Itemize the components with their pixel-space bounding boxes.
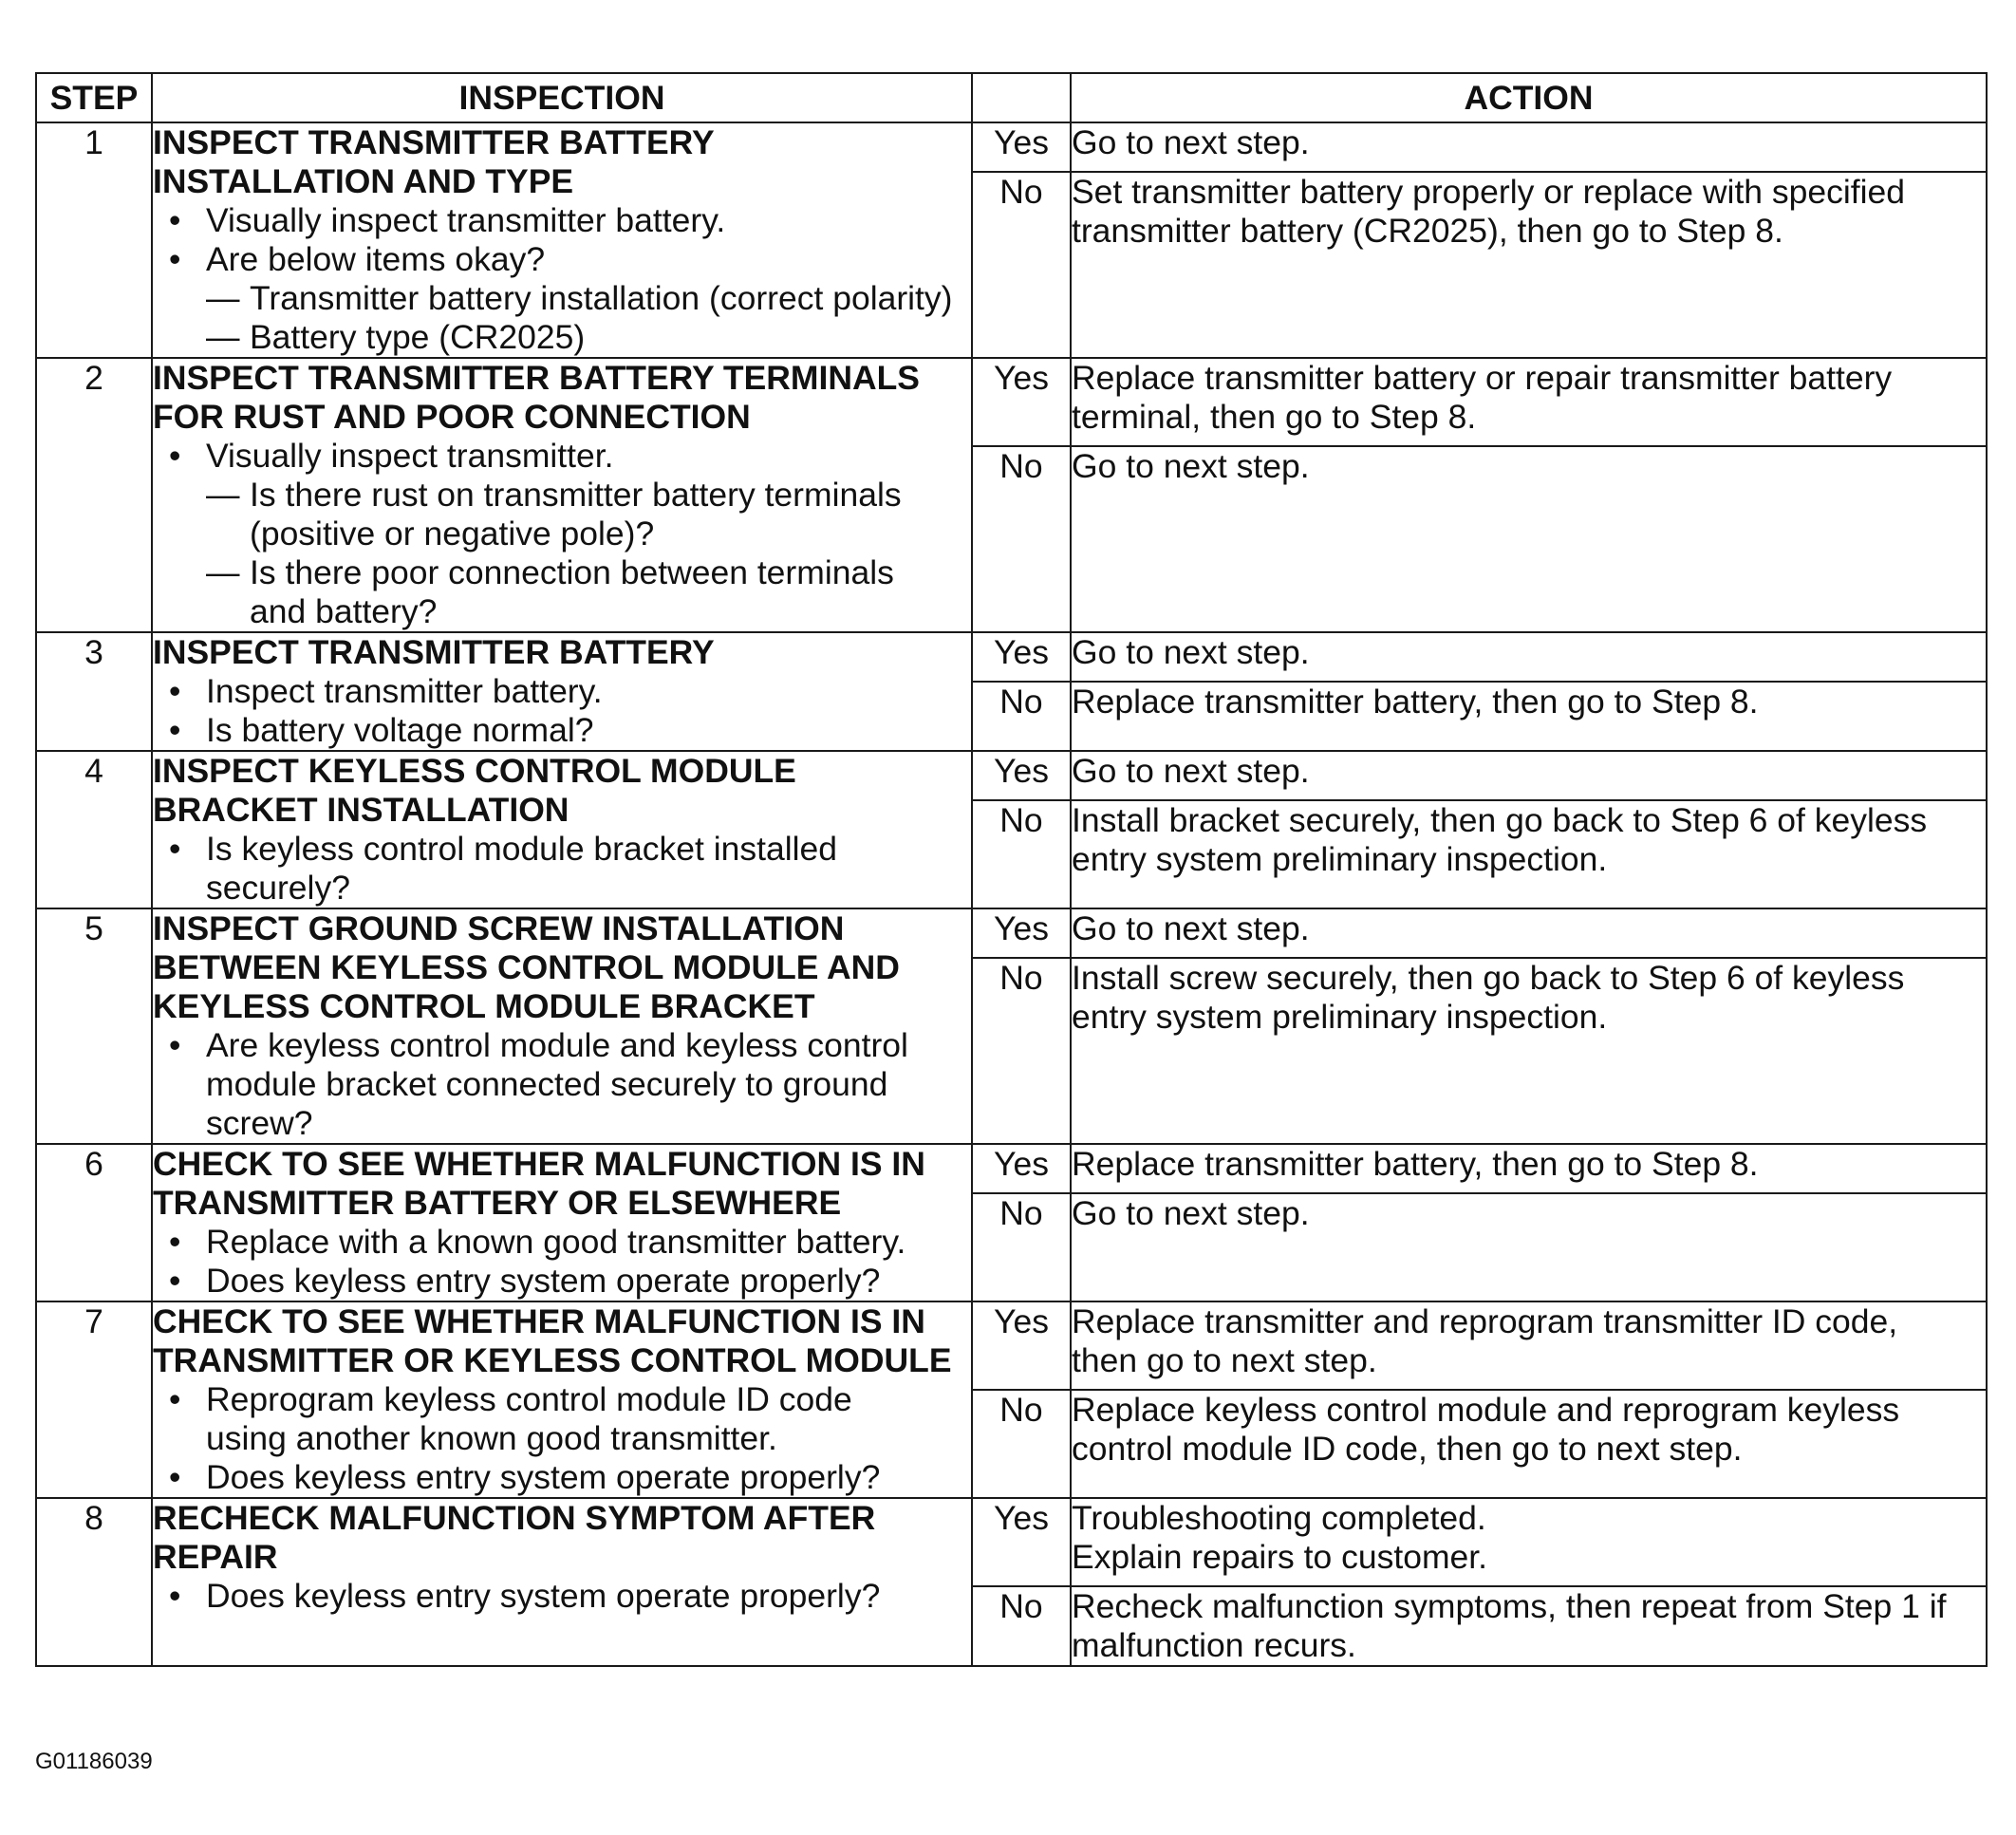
inspection-subitem (153, 318, 971, 357)
action-yes-text: Go to next step. (1072, 633, 1310, 671)
inspection-title: RECHECK MALFUNCTION SYMPTOM AFTER REPAIR (153, 1499, 876, 1576)
inspection-cell (152, 632, 972, 751)
dash-glyph: — (206, 553, 240, 591)
header-row (36, 73, 1987, 122)
action-yes-text: Go to next step. (1072, 752, 1310, 790)
action-no (1071, 1390, 1987, 1498)
action-yes-text: Troubleshooting completed. Explain repairs to customer. (1072, 1499, 1488, 1576)
inspection-subitem-text: Transmitter battery installation (correct polarity) (250, 279, 953, 317)
action-no-text: Install screw securely, then go back to Step 6 of keyless entry system preliminary inspection. (1072, 959, 1905, 1036)
inspection-bullet: • Does keyless entry system operate properly? (153, 1577, 971, 1616)
header-step: STEP (36, 73, 152, 122)
action-no-text: Recheck malfunction symptoms, then repeat from Step 1 if malfunction recurs. (1072, 1587, 1947, 1664)
inspection-bullet: • Is keyless control module bracket installed securely? (153, 830, 971, 908)
inspection-cell (152, 122, 972, 358)
dash-glyph: — (206, 318, 240, 356)
step-number: 7 (36, 1301, 152, 1498)
inspection-cell (152, 1144, 972, 1301)
inspection-subitem (153, 476, 971, 553)
inspection-bullet: • Are below items okay? (153, 240, 971, 279)
inspection-bullet: • Reprogram keyless control module ID code using another known good transmitter. (153, 1380, 971, 1458)
action-yes (1071, 1498, 1987, 1586)
header-action: ACTION (1071, 73, 1987, 122)
step-number: 4 (36, 751, 152, 908)
inspection-bullet: • Is battery voltage normal? (153, 711, 971, 750)
inspection-title: INSPECT TRANSMITTER BATTERY INSTALLATION AND TYPE (153, 123, 715, 200)
action-no (1071, 172, 1987, 358)
answer-no: No (972, 1586, 1071, 1666)
inspection-title: INSPECT KEYLESS CONTROL MODULE BRACKET INSTALLATION (153, 752, 796, 829)
answer-yes: Yes (972, 908, 1071, 958)
table-body (36, 122, 1987, 1666)
table-row (36, 1301, 1987, 1390)
action-yes (1071, 122, 1987, 172)
troubleshooting-table (35, 72, 1988, 1667)
action-no-text: Set transmitter battery properly or replace with specified transmitter battery (CR2025), then go to Step 8. (1072, 173, 1906, 250)
inspection-subitem-text: Is there rust on transmitter battery terminals (positive or negative pole)? (250, 476, 902, 552)
action-yes (1071, 358, 1987, 446)
inspection-bullet: • Visually inspect transmitter battery. (153, 201, 971, 240)
inspection-subitem (153, 279, 971, 318)
answer-no: No (972, 958, 1071, 1144)
table-row (36, 751, 1987, 800)
answer-no: No (972, 172, 1071, 358)
inspection-title: INSPECT TRANSMITTER BATTERY TERMINALS FOR RUST AND POOR CONNECTION (153, 359, 920, 436)
figure-id: G01186039 (35, 1749, 153, 1774)
table-row (36, 632, 1987, 682)
answer-yes: Yes (972, 358, 1071, 446)
answer-no: No (972, 446, 1071, 632)
inspection-cell (152, 751, 972, 908)
inspection-title: INSPECT TRANSMITTER BATTERY (153, 633, 715, 671)
table-row (36, 358, 1987, 446)
action-no-text: Install bracket securely, then go back to Step 6 of keyless entry system preliminary inspection. (1072, 801, 1928, 878)
step-number: 1 (36, 122, 152, 358)
answer-yes: Yes (972, 122, 1071, 172)
dash-glyph: — (206, 279, 240, 317)
inspection-subitem-text: Battery type (CR2025) (250, 318, 586, 356)
action-yes-text: Go to next step. (1072, 909, 1310, 947)
action-no-text: Replace keyless control module and reprogram keyless control module ID code, then go to next step. (1072, 1391, 1900, 1468)
inspection-subitem-text: Is there poor connection between terminals and battery? (250, 553, 894, 630)
action-no (1071, 1193, 1987, 1301)
action-yes (1071, 1144, 1987, 1193)
inspection-title: CHECK TO SEE WHETHER MALFUNCTION IS IN TRANSMITTER BATTERY OR ELSEWHERE (153, 1145, 925, 1222)
header-answer (972, 73, 1071, 122)
inspection-cell (152, 1301, 972, 1498)
action-no (1071, 446, 1987, 632)
step-number: 5 (36, 908, 152, 1144)
answer-yes: Yes (972, 1144, 1071, 1193)
header-inspection: INSPECTION (152, 73, 972, 122)
action-no (1071, 800, 1987, 908)
table-row (36, 122, 1987, 172)
action-no-text: Go to next step. (1072, 1194, 1310, 1232)
inspection-subitem (153, 553, 971, 631)
table-row (36, 1498, 1987, 1586)
dash-glyph: — (206, 476, 240, 514)
inspection-bullet: • Replace with a known good transmitter battery. (153, 1223, 971, 1262)
answer-no: No (972, 1390, 1071, 1498)
inspection-bullet: • Does keyless entry system operate properly? (153, 1458, 971, 1497)
action-no-text: Replace transmitter battery, then go to Step 8. (1072, 683, 1759, 721)
action-no (1071, 682, 1987, 751)
answer-no: No (972, 682, 1071, 751)
step-number: 8 (36, 1498, 152, 1666)
answer-yes: Yes (972, 632, 1071, 682)
action-yes (1071, 632, 1987, 682)
action-yes-text: Replace transmitter battery or repair transmitter battery terminal, then go to Step 8. (1072, 359, 1893, 436)
inspection-cell (152, 1498, 972, 1666)
action-yes-text: Go to next step. (1072, 123, 1310, 161)
step-number: 2 (36, 358, 152, 632)
action-yes (1071, 751, 1987, 800)
inspection-bullet: • Does keyless entry system operate properly? (153, 1262, 971, 1301)
inspection-cell (152, 358, 972, 632)
action-yes (1071, 908, 1987, 958)
inspection-bullet: • Are keyless control module and keyless control module bracket connected securely to ground screw? (153, 1026, 971, 1143)
action-no (1071, 958, 1987, 1144)
step-number: 6 (36, 1144, 152, 1301)
inspection-title: INSPECT GROUND SCREW INSTALLATION BETWEEN KEYLESS CONTROL MODULE AND KEYLESS CONTROL MODULE BRACKET (153, 909, 900, 1025)
answer-no: No (972, 1193, 1071, 1301)
step-number: 3 (36, 632, 152, 751)
table-row (36, 1144, 1987, 1193)
answer-yes: Yes (972, 1301, 1071, 1390)
inspection-cell (152, 908, 972, 1144)
action-yes-text: Replace transmitter battery, then go to Step 8. (1072, 1145, 1759, 1183)
answer-yes: Yes (972, 1498, 1071, 1586)
inspection-bullet: • Visually inspect transmitter. (153, 437, 971, 476)
action-no (1071, 1586, 1987, 1666)
action-yes-text: Replace transmitter and reprogram transmitter ID code, then go to next step. (1072, 1302, 1898, 1379)
inspection-title: CHECK TO SEE WHETHER MALFUNCTION IS IN TRANSMITTER OR KEYLESS CONTROL MODULE (153, 1302, 952, 1379)
action-yes (1071, 1301, 1987, 1390)
inspection-bullet: • Inspect transmitter battery. (153, 672, 971, 711)
table-row (36, 908, 1987, 958)
answer-no: No (972, 800, 1071, 908)
answer-yes: Yes (972, 751, 1071, 800)
action-no-text: Go to next step. (1072, 447, 1310, 485)
